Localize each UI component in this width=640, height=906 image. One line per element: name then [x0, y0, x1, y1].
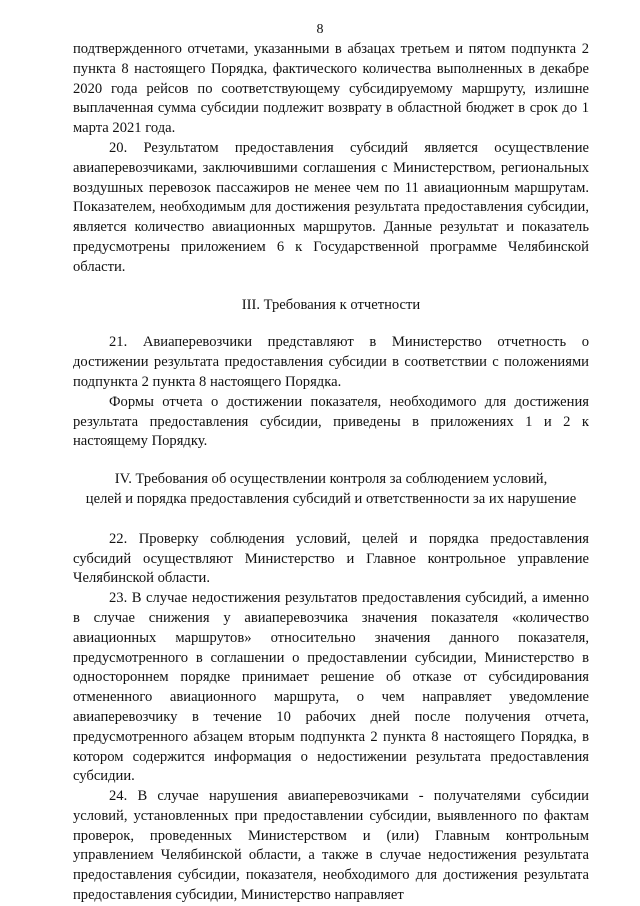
paragraph-21: 21. Авиаперевозчики представляют в Министерство отчетность о достижении результата предоставления субсидии в соответствии с положениями подпункта 2 пункта 8 настоящего Порядка.	[73, 334, 589, 390]
section-3-title: III. Требования к отчетности	[241, 296, 421, 313]
paragraph-21-forms: Формы отчета о достижении показателя, необходимого для достижения результата предоставления субсидии, приведены в приложениях 1 и 2 к настоящему Порядку.	[73, 393, 589, 450]
section-4-title-line-1: IV. Требования об осуществлении контроля за соблюдением условий,	[114, 471, 548, 488]
document-body	[73, 40, 589, 906]
section-4-title-line-2: целей и порядка предоставления субсидий и ответственности за их нарушение	[85, 490, 577, 507]
paragraph-23: 23. В случае недостижения результатов предоставления субсидий, а именно в случае снижения у авиаперевозчика значения показателя «количество авиационных маршрутов» относительно значения данного показателя, предусмотренного в соглашении о предоставлении субсидии, Министерство в одностороннем порядке принимает решение об отказе от субсидирования отмененного авиационного маршрута, о чем направляет уведомление авиаперевозчику в течение 10 рабочих дней после получения отчета, предусмотренного абзацем вторым подпункта 2 пункта 8 настоящего Порядка, в котором содержится информация о недостижении результата предоставления субсидии.	[73, 590, 589, 785]
paragraph-continuation: подтвержденного отчетами, указанными в абзацах третьем и пятом подпункта 2 пункта 8 настоящего Порядка, фактического количества выполненных в декабре 2020 года рейсов по соответствующему субсидируемому маршруту, излишне выплаченная сумма субсидии подлежит возврату в областной бюджет в срок до 1 марта 2021 года.	[73, 41, 589, 137]
paragraph-22: 22. Проверку соблюдения условий, целей и порядка предоставления субсидий осуществляют Министерство и Главное контрольное управление Челябинской области.	[73, 530, 589, 587]
page-number: 8	[316, 22, 324, 37]
paragraph-20: 20. Результатом предоставления субсидий является осуществление авиаперевозчиками, заключившими соглашения с Министерством, региональных воздушных перевозок пассажиров не менее чем по 11 авиационным маршрутам. Показателем, необходимым для достижения результата предоставления субсидии, является количество авиационных маршрутов. Данные результат и показатель предусмотрены приложением 6 к Государственной программе Челябинской области.	[73, 139, 589, 275]
paragraph-24: 24. В случае нарушения авиаперевозчиками - получателями субсидии условий, установленных при предоставлении субсидии, выявленного по фактам проверок, проведенных Министерством и (или) Главным контрольным управлением Челябинской области, а также в случае недостижения результата предоставления субсидии, показателя, необходимого для достижения результата предоставления субсидии, Министерство направляет	[73, 788, 589, 904]
